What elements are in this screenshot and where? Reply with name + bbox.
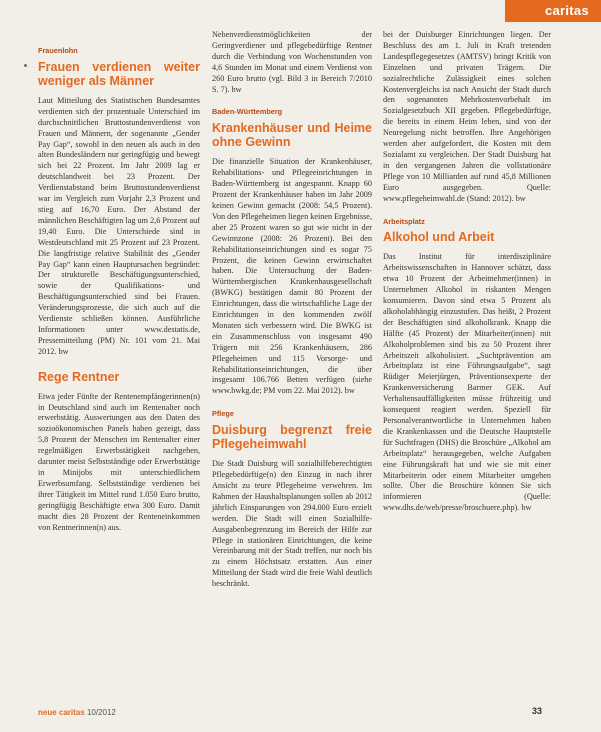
- article-body: Das Institut für interdisziplinäre Arbeitswissenschaften in Hannover schätzt, dass etwa 10 Prozent der Arbeitnehmer(innen) in Unternehmen Alkohol in riskanten Mengen konsumieren. Davon sind etwa 5 Prozent als alkoholabhängig einzustufen. Das heißt, 2 Prozent der Beschäftigten sind alkoholkrank. Knapp die Hälfte (45 Prozent) der Mitarbeiter(innen) mit Alkoholproblemen sind bis zu 50 Prozent ihrer Arbeitszeit alkoholisiert. „Suchtprävention am Arbeitsplatz ist eine Führungsaufgabe“, sagt Rüdiger Meierjürgen, Präventionsexperte der Krankenversicherung Barmer GEK. Auf Verhaltensauffälligkeiten müsse frühzeitig und konsequent reagiert werden. Speziell für Personalverantwortliche in Unternehmen haben die Krankenkassen und die Deutsche Hauptstelle für Suchtfragen (DHS) die Broschüre „Alkohol am Arbeitsplatz“ herausgegeben, welche Aufgaben eine Führungskraft hat und wie sie mit einer Mitarbeiterin oder einem Mitarbeiter umgehen sollte. Über die Broschüre können Sie sich informieren (Quelle: www.dhs.de/web/presse/broschuere.php). bw: [383, 252, 551, 513]
- article-body: Laut Mitteilung des Statistischen Bundesamtes verdienten sich der prozentuale Unterschied im durchschnittlichen Bruttostundenverdienst von Frauen und Männern, der sogenannte „Gender Pay Gap“, sowohl in den neuen als auch in den alten Bundesländern nur geringfügig und bewegt sich bei 22 Prozent. Im Jahr 2009 lag er deutschlandweit bei 23 Prozent. Der Verdienstabstand beim Bruttostundenverdienst war im Vergleich zum Vorjahr 2,3 Prozent und stieg auf 16,70 Euro. Der Abstand der männlichen Beschäftigten lag um 2,6 Prozent auf 19,40 Euro. Die Unterschiede sind in Westdeutschland mit 25 Prozent auf 23 Prozent. Die langfristige relative Stabilität des „Gender Pay Gap“ kann einen Hauptursachen begründet: Der strukturelle Beschäftigungsunterschied, sowie der Qualifikations- und Beschäftigungsunterschied sind bei Frauen. Veränderungsprozesse, die sich auch auf die Verdienste schließen können. Ausführliche Informationen unter www.destatis.de, Pressemitteilung (PM) Nr. 101 vom 21. Mai 2012. bw: [38, 95, 200, 356]
- article-kicker: Pflege: [212, 409, 234, 419]
- article-body-continued: Nebenverdienstmöglichkeiten der Geringverdiener und pflegebedürftige Rentner durch die Verbindung von Wochenstunden von 4,6 Stunden im Monat und einem Verdienst von 260 Euro brutto (vgl. Bild 3 in Bereich 7/2010 S. 7). bw: [212, 30, 372, 94]
- issue-number: 10/2012: [86, 708, 116, 717]
- margin-dot: [24, 64, 27, 67]
- article-body: Die Stadt Duisburg will sozialhilfeberechtigten Pflegebedürftige(n) den Einzug in nach ihrer Ansicht zu teure Pflegeheime verwehren. Im Rahmen der Haushaltsplanungen sollen ab 2012 jährlich Einsparungen von 294.000 Euro erzielt werden. Die Stadt will einen Sozialhilfe-Ausgabenbegrenzung im Bereich der Hilfe zur Pflege in stationären Einrichtungen, die keine Vereinbarung mit der Stadt treffen, nur noch bis zu einem Höchstsatz erstatten. Aus einer Mitteilung der Stadt wird die freie Wahl deutlich beschränkt.: [212, 459, 372, 589]
- article-body-continued: bei der Duisburger Einrichtungen liegen. Der Beschluss des am 1. Juli in Kraft tretenden Landespflegegesetzes (AMTSV) bringt Kritik von Einzelnen und privaten Trägern. Die sozialrechtliche Zulässigkeit eines solchen Kostenvergleichs ist nach Ansicht der Stadt durch den sogenannten Mehrkostenvorbehalt im Sozialgesetzbuch XII gegeben. Pflegebedürftige, die bereits in einem Heim leben, sind von der Neuregelung nicht betroffen. Ihre Angehörigen werden aber aufgefordert, die Kosten mit dem Sozialamt zu vergleichen. Der Stadt Duisburg hat in den vergangenen Jahren die vollstationäre Pflege von 10 Milliarden auf rund 45,8 Millionen Euro ausgegeben. Quelle: www.pflegeheimwahl.de (Stand: 2012). bw: [383, 30, 551, 203]
- column-1: [38, 46, 200, 545]
- article-kicker: Arbeitsplatz: [383, 216, 425, 226]
- brand-label: caritas: [544, 3, 589, 18]
- column-3: [383, 30, 551, 526]
- article-headline: Duisburg begrenzt freie Pflegeheimwahl: [212, 423, 372, 452]
- article-body: Etwa jeder Fünfte der Rentenempfängerinnen(n) in Deutschland sind auch im Rentenalter noch erwerbstätig. Auswertungen aus den Daten des sozioökonomischen Panels haben gezeigt, dass 5,8 Prozent der Menschen im Rentenalter einer regelmäßigen Erwerbstätigkeit nachgehen, darunter meist Selbstständige oder Erwerbstätige in Minijobs mit unterschiedlichem Erwerbsumfang. Selbstständige verdienen bei ihrer Tätigkeit im Mittel rund 1.050 Euro brutto, geringfügig Beschäftigte etwa 300 Euro. Damit macht dies 28 Prozent der Renteneinkommen von Rentnerinnen(n) aus.: [38, 391, 200, 532]
- article-headline: Rege Rentner: [38, 369, 120, 384]
- article-headline: Frauen verdienen weiter weniger als Männer: [38, 59, 200, 88]
- article-body: Die finanzielle Situation der Krankenhäuser, Rehabilitations- und Pflegeeinrichtungen in Baden-Württemberg ist angespannt. Knapp 60 Prozent der Krankenhäuser haben im Jahr 2009 keinen Gewinn gemacht (2008: 54,5 Prozent). Von den Pflegeheimen liegen keinen Ergebnisse, aber 25 Prozent waren so gut wie nicht in der Gewinnzone (2008: 26 Prozent). Bei den Rehabilitationseinrichtungen sind es sogar 75 Prozent, die keinen Gewinn erwirtschaftet haben. Die Untersuchung der Baden-Württembergischen Krankenhausgesellschaft (BWKG) bestätigen damit 80 Prozent der Einrichtungen, dass die wirtschaftliche Lage der Einrichtungen in den kommenden zwölf Monaten sich verbessern wird. Die BWKG ist ein Zusammenschluss von insgesamt 490 Trägern mit 256 Krankenhäusern, 286 Pflegeheimen und 115 Vorsorge- und Rehabilitationseinrichtungen, die über insgesamt 106.766 Betten verfügen (siehe www.bwkg.de; PM vom 22. Mai 2012). bw: [212, 157, 372, 396]
- header-bar: [0, 0, 601, 22]
- column-2: [212, 30, 372, 602]
- article-kicker: Frauenlohn: [38, 46, 78, 55]
- footer-magazine: [38, 708, 116, 717]
- magazine-name: neue caritas: [38, 708, 85, 717]
- article-headline: Alkohol und Arbeit: [383, 230, 495, 245]
- article-headline: Krankenhäuser und Heime ohne Gewinn: [212, 121, 372, 150]
- article-kicker: Baden-Württemberg: [212, 107, 283, 117]
- page-number: 33: [532, 706, 543, 716]
